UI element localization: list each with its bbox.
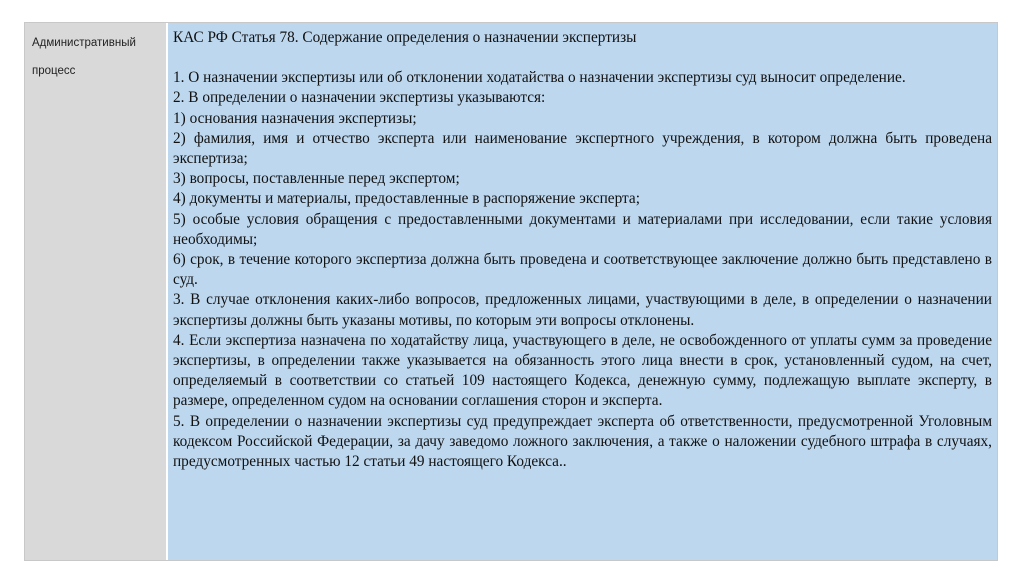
paragraph: 6) срок, в течение которого экспертиза должна быть проведена и соответствующее заключение должно быть представлено в суд. (173, 251, 992, 289)
paragraph: 2. В определении о назначении экспертизы указываются: (173, 89, 546, 107)
paragraph: 3. В случае отклонения каких-либо вопросов, предложенных лицами, участвующими в деле, в определении о назначении экспертизы должны быть указаны мотивы, по которым эти вопросы отклонены. (173, 291, 992, 329)
paragraph: 5. В определении о назначении экспертизы суд предупреждает эксперта об ответственности, предусмотренной Уголовным кодексом Российской Федерации, за дачу заведомо ложного заключения, а также о наложении судебного штрафа в случаях, предусмотренных частью 12 статьи 49 настоящего Кодекса.. (173, 412, 992, 471)
paragraph: 5) особые условия обращения с предоставленными документами и материалами при исследовании, если такие условия необходимы; (173, 210, 992, 248)
article-cell (168, 23, 997, 560)
category-label: Административный процесс (32, 37, 136, 77)
article-title: КАС РФ Статья 78. Содержание определения о назначении экспертизы (173, 29, 637, 46)
paragraph: 4. Если экспертиза назначена по ходатайству лица, участвующего в деле, не освобожденного от уплаты сумм за проведение экспертизы, в определении также указывается на обязанность этого лица внести в срок, установленный судом, на счет, определяемый в соответствии со статьей 109 настоящего Кодекса, денежную сумму, подлежащую выплате эксперту, в размере, определенном судом на основании соглашения сторон и эксперта. (173, 331, 992, 410)
paragraph: 2) фамилия, имя и отчество эксперта или наименование экспертного учреждения, в котором должна быть проведена экспертиза; (173, 129, 992, 168)
paragraph: 4) документы и материалы, предоставленные в распоряжение эксперта; (173, 190, 640, 208)
content-table (24, 22, 998, 561)
paragraph: 1) основания назначения экспертизы; (173, 109, 417, 127)
paragraph: 1. О назначении экспертизы или об отклонении ходатайства о назначении экспертизы суд выносит определение. (173, 69, 906, 87)
category-cell (25, 23, 168, 560)
paragraph: 3) вопросы, поставленные перед экспертом; (173, 170, 460, 188)
